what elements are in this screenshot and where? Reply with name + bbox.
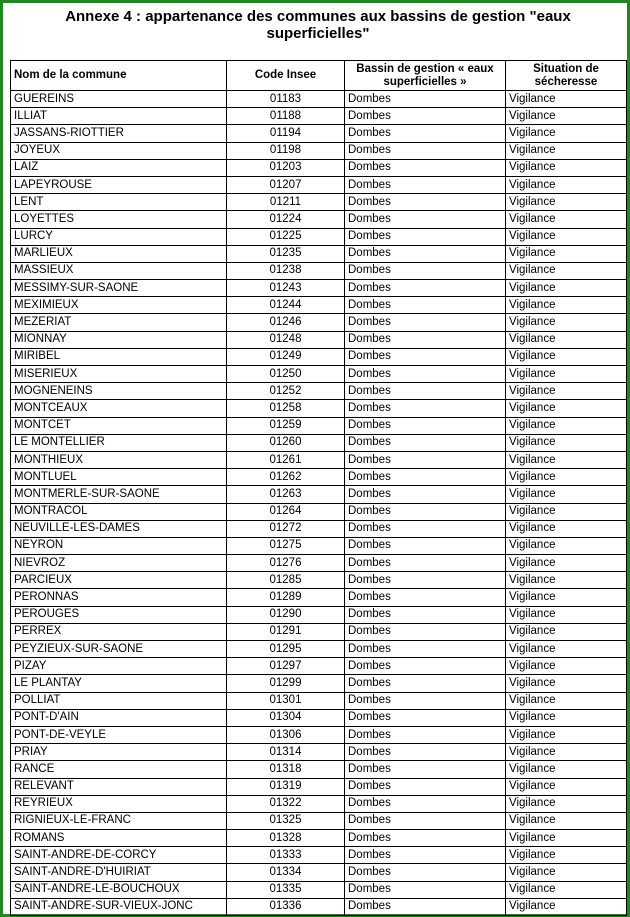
cell-code: 01335 <box>227 881 345 898</box>
cell-code: 01262 <box>227 469 345 486</box>
table-row <box>11 486 627 503</box>
communes-table <box>10 60 627 916</box>
cell-code: 01260 <box>227 434 345 451</box>
table-row <box>11 795 627 812</box>
cell-bassin: Dombes <box>345 606 506 623</box>
cell-commune: ILLIAT <box>11 108 227 125</box>
table-row <box>11 280 627 297</box>
cell-code: 01183 <box>227 91 345 108</box>
cell-situation: Vigilance <box>506 297 627 314</box>
cell-bassin: Dombes <box>345 537 506 554</box>
cell-bassin: Dombes <box>345 451 506 468</box>
cell-situation: Vigilance <box>506 864 627 881</box>
cell-code: 01235 <box>227 245 345 262</box>
cell-situation: Vigilance <box>506 555 627 572</box>
cell-situation: Vigilance <box>506 778 627 795</box>
table-row <box>11 228 627 245</box>
cell-commune: LURCY <box>11 228 227 245</box>
table-row <box>11 606 627 623</box>
cell-code: 01243 <box>227 280 345 297</box>
table-row <box>11 623 627 640</box>
cell-situation: Vigilance <box>506 91 627 108</box>
cell-code: 01252 <box>227 383 345 400</box>
cell-commune: MONTCEAUX <box>11 400 227 417</box>
cell-bassin: Dombes <box>345 812 506 829</box>
cell-bassin: Dombes <box>345 692 506 709</box>
cell-code: 01322 <box>227 795 345 812</box>
table-row <box>11 176 627 193</box>
cell-commune: MONTMERLE-SUR-SAONE <box>11 486 227 503</box>
cell-bassin: Dombes <box>345 297 506 314</box>
cell-situation: Vigilance <box>506 245 627 262</box>
table-row <box>11 692 627 709</box>
cell-bassin: Dombes <box>345 778 506 795</box>
cell-code: 01325 <box>227 812 345 829</box>
header-situation-line-2: sécheresse <box>534 75 598 88</box>
header-bassin-line-1: Bassin de gestion « eaux <box>356 62 494 75</box>
cell-code: 01225 <box>227 228 345 245</box>
table-row <box>11 864 627 881</box>
table-row <box>11 245 627 262</box>
table-row <box>11 898 627 915</box>
cell-bassin: Dombes <box>345 142 506 159</box>
table-row <box>11 262 627 279</box>
cell-bassin: Dombes <box>345 761 506 778</box>
table-row <box>11 331 627 348</box>
cell-bassin: Dombes <box>345 366 506 383</box>
cell-commune: MISERIEUX <box>11 366 227 383</box>
cell-bassin: Dombes <box>345 641 506 658</box>
cell-situation: Vigilance <box>506 520 627 537</box>
cell-situation: Vigilance <box>506 383 627 400</box>
cell-commune: MEZERIAT <box>11 314 227 331</box>
cell-situation: Vigilance <box>506 795 627 812</box>
cell-situation: Vigilance <box>506 314 627 331</box>
cell-code: 01258 <box>227 400 345 417</box>
table-row <box>11 830 627 847</box>
cell-commune: PARCIEUX <box>11 572 227 589</box>
cell-situation: Vigilance <box>506 641 627 658</box>
cell-bassin: Dombes <box>345 245 506 262</box>
cell-commune: SAINT-ANDRE-SUR-VIEUX-JONC <box>11 898 227 915</box>
cell-commune: MONTRACOL <box>11 503 227 520</box>
cell-situation: Vigilance <box>506 176 627 193</box>
cell-commune: JOYEUX <box>11 142 227 159</box>
cell-situation: Vigilance <box>506 709 627 726</box>
cell-bassin: Dombes <box>345 675 506 692</box>
cell-bassin: Dombes <box>345 108 506 125</box>
cell-commune: NEYRON <box>11 537 227 554</box>
cell-bassin: Dombes <box>345 881 506 898</box>
cell-commune: MONTLUEL <box>11 469 227 486</box>
cell-commune: MONTCET <box>11 417 227 434</box>
cell-code: 01203 <box>227 159 345 176</box>
cell-situation: Vigilance <box>506 881 627 898</box>
cell-bassin: Dombes <box>345 658 506 675</box>
cell-commune: MONTHIEUX <box>11 451 227 468</box>
table-row <box>11 847 627 864</box>
cell-bassin: Dombes <box>345 194 506 211</box>
cell-commune: LAPEYROUSE <box>11 176 227 193</box>
cell-code: 01224 <box>227 211 345 228</box>
header-situation-line-1: Situation de <box>533 62 599 75</box>
table-row <box>11 503 627 520</box>
cell-code: 01319 <box>227 778 345 795</box>
cell-bassin: Dombes <box>345 125 506 142</box>
cell-commune: LOYETTES <box>11 211 227 228</box>
cell-situation: Vigilance <box>506 211 627 228</box>
cell-commune: REYRIEUX <box>11 795 227 812</box>
cell-commune: PERONNAS <box>11 589 227 606</box>
cell-situation: Vigilance <box>506 125 627 142</box>
cell-commune: MESSIMY-SUR-SAONE <box>11 280 227 297</box>
table-row <box>11 537 627 554</box>
cell-bassin: Dombes <box>345 228 506 245</box>
cell-bassin: Dombes <box>345 795 506 812</box>
cell-bassin: Dombes <box>345 589 506 606</box>
table-row <box>11 348 627 365</box>
title-line-1: Annexe 4 : appartenance des communes aux bassins de gestion "eaux <box>65 8 571 25</box>
table-row <box>11 194 627 211</box>
cell-code: 01276 <box>227 555 345 572</box>
table-header-row <box>11 61 627 91</box>
cell-commune: ROMANS <box>11 830 227 847</box>
cell-code: 01275 <box>227 537 345 554</box>
cell-commune: LENT <box>11 194 227 211</box>
cell-situation: Vigilance <box>506 434 627 451</box>
cell-situation: Vigilance <box>506 108 627 125</box>
cell-situation: Vigilance <box>506 572 627 589</box>
cell-bassin: Dombes <box>345 417 506 434</box>
cell-code: 01249 <box>227 348 345 365</box>
cell-commune: PRIAY <box>11 744 227 761</box>
cell-commune: PONT-DE-VEYLE <box>11 726 227 743</box>
cell-code: 01261 <box>227 451 345 468</box>
cell-commune: SAINT-ANDRE-LE-BOUCHOUX <box>11 881 227 898</box>
table-row <box>11 434 627 451</box>
table-row <box>11 572 627 589</box>
cell-bassin: Dombes <box>345 176 506 193</box>
cell-situation: Vigilance <box>506 692 627 709</box>
cell-situation: Vigilance <box>506 847 627 864</box>
header-situation <box>506 61 627 91</box>
cell-commune: RANCE <box>11 761 227 778</box>
cell-code: 01188 <box>227 108 345 125</box>
cell-situation: Vigilance <box>506 366 627 383</box>
cell-code: 01304 <box>227 709 345 726</box>
cell-code: 01244 <box>227 297 345 314</box>
cell-commune: MASSIEUX <box>11 262 227 279</box>
table-row <box>11 159 627 176</box>
cell-situation: Vigilance <box>506 658 627 675</box>
table-row <box>11 589 627 606</box>
table-row <box>11 709 627 726</box>
cell-bassin: Dombes <box>345 623 506 640</box>
cell-commune: MIRIBEL <box>11 348 227 365</box>
table-row <box>11 778 627 795</box>
cell-bassin: Dombes <box>345 503 506 520</box>
cell-commune: RIGNIEUX-LE-FRANC <box>11 812 227 829</box>
cell-code: 01290 <box>227 606 345 623</box>
cell-bassin: Dombes <box>345 744 506 761</box>
cell-situation: Vigilance <box>506 348 627 365</box>
table-row <box>11 469 627 486</box>
cell-commune: POLLIAT <box>11 692 227 709</box>
cell-commune: MEXIMIEUX <box>11 297 227 314</box>
cell-bassin: Dombes <box>345 314 506 331</box>
cell-bassin: Dombes <box>345 434 506 451</box>
cell-code: 01207 <box>227 176 345 193</box>
cell-situation: Vigilance <box>506 675 627 692</box>
cell-bassin: Dombes <box>345 211 506 228</box>
table-row <box>11 91 627 108</box>
cell-commune: PERREX <box>11 623 227 640</box>
header-code: Code Insee <box>227 61 345 91</box>
cell-commune: PEYZIEUX-SUR-SAONE <box>11 641 227 658</box>
cell-bassin: Dombes <box>345 864 506 881</box>
cell-bassin: Dombes <box>345 383 506 400</box>
cell-commune: LE MONTELLIER <box>11 434 227 451</box>
cell-situation: Vigilance <box>506 503 627 520</box>
cell-situation: Vigilance <box>506 417 627 434</box>
page-title <box>13 8 623 42</box>
cell-code: 01328 <box>227 830 345 847</box>
cell-code: 01263 <box>227 486 345 503</box>
cell-code: 01238 <box>227 262 345 279</box>
cell-commune: JASSANS-RIOTTIER <box>11 125 227 142</box>
cell-situation: Vigilance <box>506 830 627 847</box>
cell-situation: Vigilance <box>506 469 627 486</box>
cell-code: 01306 <box>227 726 345 743</box>
cell-commune: RELEVANT <box>11 778 227 795</box>
table-row <box>11 812 627 829</box>
cell-bassin: Dombes <box>345 400 506 417</box>
table-row <box>11 881 627 898</box>
cell-code: 01194 <box>227 125 345 142</box>
table-row <box>11 383 627 400</box>
cell-bassin: Dombes <box>345 520 506 537</box>
cell-situation: Vigilance <box>506 194 627 211</box>
cell-bassin: Dombes <box>345 555 506 572</box>
cell-code: 01291 <box>227 623 345 640</box>
header-bassin <box>345 61 506 91</box>
table-row <box>11 211 627 228</box>
cell-situation: Vigilance <box>506 280 627 297</box>
cell-code: 01211 <box>227 194 345 211</box>
cell-code: 01314 <box>227 744 345 761</box>
cell-code: 01259 <box>227 417 345 434</box>
table-row <box>11 451 627 468</box>
table-row <box>11 366 627 383</box>
cell-bassin: Dombes <box>345 898 506 915</box>
cell-situation: Vigilance <box>506 623 627 640</box>
cell-bassin: Dombes <box>345 572 506 589</box>
table-row <box>11 555 627 572</box>
table-row <box>11 675 627 692</box>
cell-code: 01198 <box>227 142 345 159</box>
table-row <box>11 417 627 434</box>
cell-situation: Vigilance <box>506 537 627 554</box>
cell-situation: Vigilance <box>506 726 627 743</box>
header-commune: Nom de la commune <box>11 61 227 91</box>
cell-bassin: Dombes <box>345 726 506 743</box>
cell-code: 01248 <box>227 331 345 348</box>
cell-commune: MOGNENEINS <box>11 383 227 400</box>
table-row <box>11 108 627 125</box>
cell-code: 01333 <box>227 847 345 864</box>
table-row <box>11 761 627 778</box>
table-row <box>11 520 627 537</box>
cell-commune: SAINT-ANDRE-DE-CORCY <box>11 847 227 864</box>
cell-situation: Vigilance <box>506 331 627 348</box>
cell-code: 01299 <box>227 675 345 692</box>
cell-code: 01272 <box>227 520 345 537</box>
cell-situation: Vigilance <box>506 898 627 915</box>
cell-commune: PIZAY <box>11 658 227 675</box>
cell-situation: Vigilance <box>506 228 627 245</box>
cell-code: 01301 <box>227 692 345 709</box>
table-row <box>11 125 627 142</box>
cell-situation: Vigilance <box>506 589 627 606</box>
cell-commune: SAINT-ANDRE-D'HUIRIAT <box>11 864 227 881</box>
cell-code: 01264 <box>227 503 345 520</box>
cell-situation: Vigilance <box>506 744 627 761</box>
title-line-2: superficielles" <box>266 25 370 42</box>
cell-code: 01334 <box>227 864 345 881</box>
table-row <box>11 744 627 761</box>
cell-code: 01297 <box>227 658 345 675</box>
cell-bassin: Dombes <box>345 159 506 176</box>
cell-bassin: Dombes <box>345 331 506 348</box>
table-row <box>11 314 627 331</box>
cell-bassin: Dombes <box>345 91 506 108</box>
cell-bassin: Dombes <box>345 348 506 365</box>
cell-situation: Vigilance <box>506 262 627 279</box>
cell-commune: MIONNAY <box>11 331 227 348</box>
cell-bassin: Dombes <box>345 486 506 503</box>
table-row <box>11 726 627 743</box>
cell-commune: NEUVILLE-LES-DAMES <box>11 520 227 537</box>
cell-bassin: Dombes <box>345 280 506 297</box>
cell-code: 01250 <box>227 366 345 383</box>
cell-commune: GUEREINS <box>11 91 227 108</box>
table-row <box>11 641 627 658</box>
cell-bassin: Dombes <box>345 469 506 486</box>
table-row <box>11 142 627 159</box>
cell-commune: NIEVROZ <box>11 555 227 572</box>
table-row <box>11 400 627 417</box>
cell-situation: Vigilance <box>506 400 627 417</box>
cell-bassin: Dombes <box>345 262 506 279</box>
cell-code: 01336 <box>227 898 345 915</box>
cell-situation: Vigilance <box>506 761 627 778</box>
cell-code: 01289 <box>227 589 345 606</box>
cell-code: 01285 <box>227 572 345 589</box>
cell-situation: Vigilance <box>506 606 627 623</box>
cell-code: 01246 <box>227 314 345 331</box>
cell-commune: PEROUGES <box>11 606 227 623</box>
cell-commune: PONT-D'AIN <box>11 709 227 726</box>
cell-code: 01318 <box>227 761 345 778</box>
table-row <box>11 297 627 314</box>
cell-commune: LAIZ <box>11 159 227 176</box>
cell-situation: Vigilance <box>506 812 627 829</box>
cell-bassin: Dombes <box>345 709 506 726</box>
cell-situation: Vigilance <box>506 142 627 159</box>
header-bassin-line-2: superficielles » <box>383 75 467 88</box>
cell-bassin: Dombes <box>345 847 506 864</box>
cell-situation: Vigilance <box>506 486 627 503</box>
table-row <box>11 658 627 675</box>
cell-code: 01295 <box>227 641 345 658</box>
cell-situation: Vigilance <box>506 159 627 176</box>
cell-commune: MARLIEUX <box>11 245 227 262</box>
cell-situation: Vigilance <box>506 451 627 468</box>
cell-commune: LE PLANTAY <box>11 675 227 692</box>
cell-bassin: Dombes <box>345 830 506 847</box>
